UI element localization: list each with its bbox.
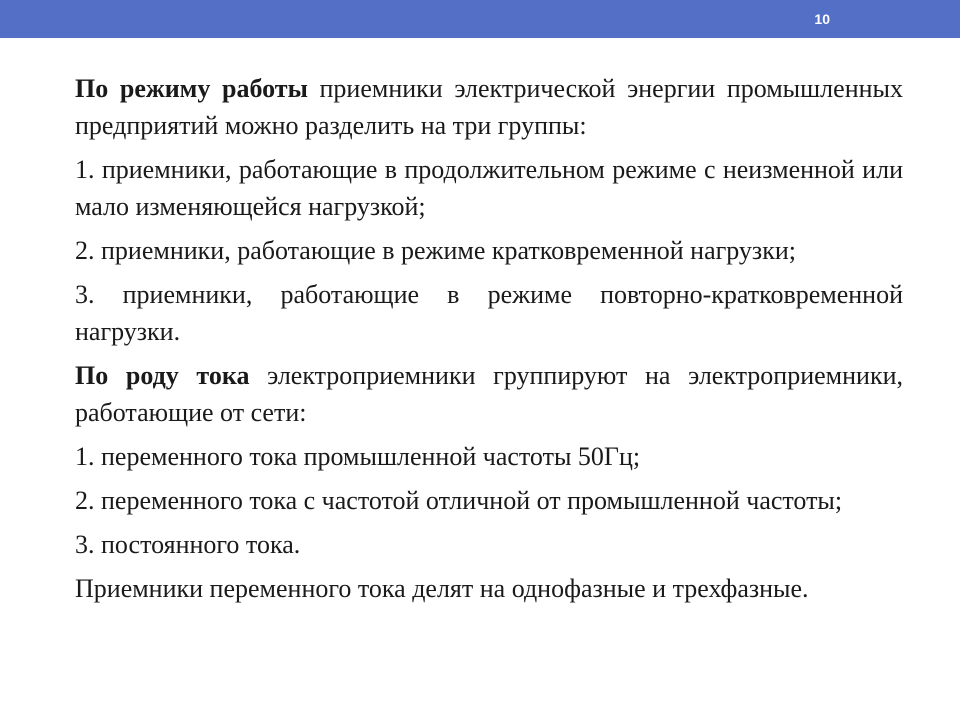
text-current-type: электроприемники группируют на электроприемники, работающие от сети:: [75, 361, 903, 427]
paragraph-current-type: [75, 357, 903, 431]
paragraph-phase-division: Приемники переменного тока делят на однофазные и трехфазные.: [75, 574, 809, 603]
list-item-current-3: 3. постоянного тока.: [75, 530, 301, 559]
list-item-mode-1: 1. приемники, работающие в продолжительном режиме с неизменной или мало изменяющейся нагрузкой;: [75, 155, 903, 221]
list-item-mode-2: 2. приемники, работающие в режиме кратковременной нагрузки;: [75, 236, 796, 265]
heading-operating-mode: По режиму работы: [75, 74, 308, 103]
slide-number: 10: [814, 11, 830, 27]
text-operating-mode: приемники электрической энергии промышленных предприятий можно разделить на три группы:: [75, 74, 903, 140]
paragraph-operating-mode: [75, 70, 903, 144]
heading-current-type: По роду тока: [75, 361, 250, 390]
list-item-current-2: 2. переменного тока с частотой отличной от промышленной частоты;: [75, 486, 843, 515]
slide-content: [75, 70, 903, 614]
header-bar: [0, 0, 960, 38]
list-item-current-1: 1. переменного тока промышленной частоты 50Гц;: [75, 442, 641, 471]
list-item-mode-3: 3. приемники, работающие в режиме повторно-кратковременной нагрузки.: [75, 280, 903, 346]
